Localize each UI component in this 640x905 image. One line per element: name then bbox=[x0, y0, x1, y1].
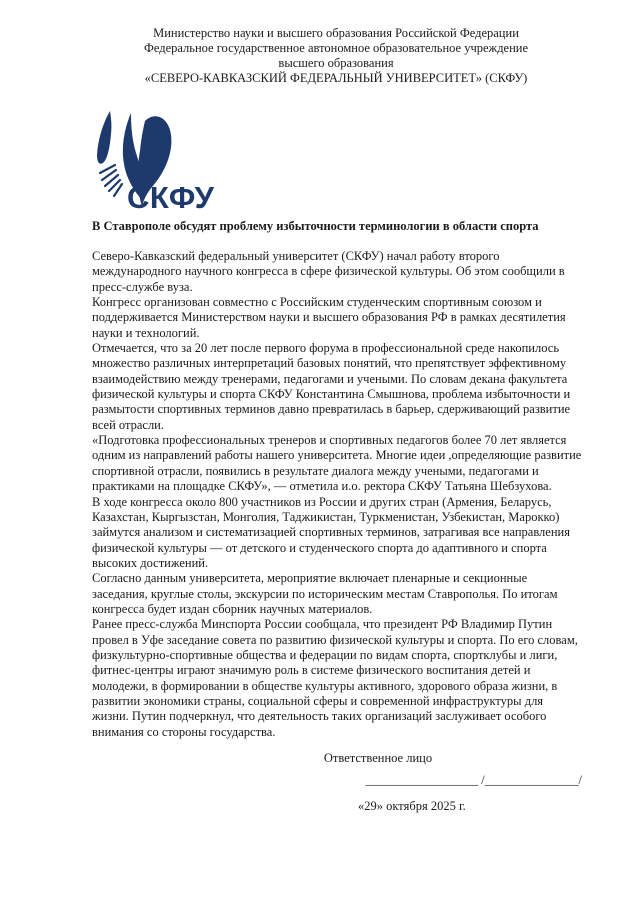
header-line-institution: Федеральное государственное автономное образовательное учреждение bbox=[143, 41, 529, 55]
header-line-university: «СЕВЕРО-КАВКАЗСКИЙ ФЕДЕРАЛЬНЫЙ УНИВЕРСИТЕТ» (СКФУ) bbox=[144, 71, 528, 85]
document-body bbox=[92, 249, 582, 740]
document-header bbox=[92, 26, 580, 86]
logo-text: СКФУ bbox=[127, 180, 215, 213]
paragraph-rector-quote: «Подготовка профессиональных тренеров и спортивных педагогов более 70 лет является одним из направлений работы нашего университета. Многие идеи ,определяющие развитие спортивной отрасли, появились в результате диалога между учеными, педагогами и практиками на площадке СКФУ», — отметила и.о. ректора СКФУ Татьяна Шебзухова. bbox=[92, 433, 582, 494]
paragraph-minsport: Ранее пресс-служба Минспорта России сообщала, что президент РФ Владимир Путин провел в Уфе заседание совета по развитию физической культуры и спорта. По его словам, физкультурно-спортивные общества и федерации по видам спорта, спортклубы и лиги, фитнес-центры играют значимую роль в системе физического воспитания детей и молодежи, в формировании в обществе культуры активного, здорового образа жизни, в развитии экономики страны, социальной сферы и современной инфраструктуры для жизни. Путин подчеркнул, что деятельность таких организаций заслуживает особого внимания со стороны государства. bbox=[92, 617, 578, 739]
header-line-education: высшего образования bbox=[278, 56, 394, 70]
document-date: «29» октября 2025 г. bbox=[358, 799, 466, 813]
logo-feathers bbox=[100, 165, 122, 196]
university-logo bbox=[95, 110, 227, 213]
header-line-ministry: Министерство науки и высшего образования Российской Федерации bbox=[153, 26, 519, 40]
logo-left-wing bbox=[97, 111, 111, 164]
paragraph-terminology-problem: Отмечается, что за 20 лет после первого форума в профессиональной среде накопилось множество различных интерпретаций базовых понятий, что препятствует эффективному взаимодействию между тренерами, педагогами и учеными. По словам декана факультета физической культуры и спорта СКФУ Константина Смышнова, проблема избыточности и размытости спортивных терминов давно превратилась в барьер, сдерживающий развитие всей отрасли. bbox=[92, 341, 571, 432]
paragraph-congress-start: Северо-Кавказский федеральный университет (СКФУ) начал работу второго международного научного конгресса в сфере физической культуры. Об этом сообщили в пресс-службе вуза. bbox=[92, 249, 565, 294]
signature-line: __________________ /_______________/ bbox=[365, 773, 582, 787]
paragraph-organizers: Конгресс организован совместно с Российским студенческим спортивным союзом и поддерживается Министерством науки и высшего образования РФ в рамках десятилетия науки и технологий. bbox=[92, 295, 566, 340]
document-title: В Ставрополе обсудят проблему избыточности терминологии в области спорта bbox=[92, 219, 539, 233]
paragraph-program: Согласно данным университета, мероприятие включает пленарные и секционные заседания, круглые столы, экскурсии по историческим местам Ставрополья. По итогам конгресса будет издан сборник научных материалов. bbox=[92, 571, 558, 616]
paragraph-participants: В ходе конгресса около 800 участников из России и других стран (Армения, Беларусь, Казахстан, Кыргызстан, Монголия, Таджикистан, Туркменистан, Узбекистан, Марокко) займутся анализом и систематизацией спортивных терминов, затрагивая все направления физической культуры — от детского и студенческого спорта до адаптивного и спорта высоких достижений. bbox=[92, 494, 570, 570]
logo-bird-icon bbox=[95, 110, 227, 213]
responsible-person-label: Ответственное лицо bbox=[323, 751, 433, 765]
